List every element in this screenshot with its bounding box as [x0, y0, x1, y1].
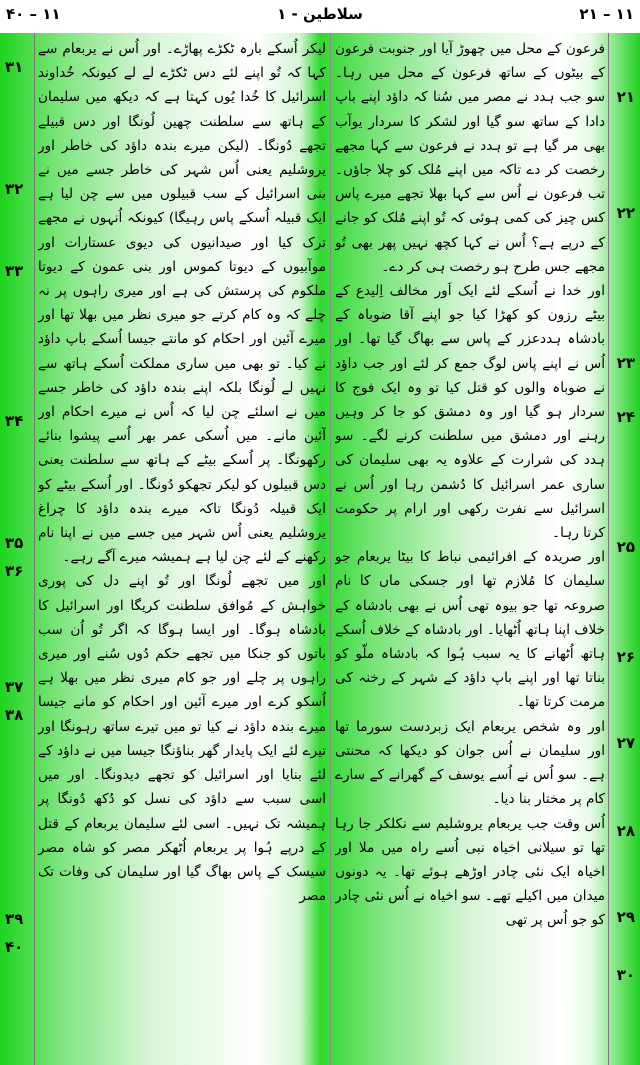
verse-number: ۳۵	[5, 534, 24, 552]
column-divider	[330, 33, 331, 1065]
left-text-column	[38, 37, 326, 1063]
right-margin-line	[608, 33, 609, 1065]
verse-number: ۳۲	[5, 180, 24, 198]
header-verse-range-right: ۲۱ – ۱۱	[579, 5, 634, 23]
verse-number: ۳۳	[5, 262, 24, 280]
verse-number: ۲۳	[616, 354, 635, 372]
paragraph: اور صریدہ کے افرائیمی نباط کا بیٹا یربعام جو سلیمان کا مُلازم تھا اور جسکی ماں کا نام صروعہ تھا جو بیوہ تھی اُس نے بھی بادشاہ کے خلاف اپنا ہاتھ اُٹھایا۔ اور بادشاہ کے خلاف اُسکے ہاتھ اُٹھانے کا یہ سبب ہُوا کہ بادشاہ ملّو کو بناتا تھا اور اپنے باپ داؤد کے شہر کے رخنہ کی مرمت کرتا تھا۔	[335, 549, 605, 711]
verse-number: ۲۸	[616, 822, 635, 840]
paragraph: اُس وقت جب یربعام یروشلیم سے نکلکر جا رہا تھا تو سیلانی اخیاہ نبی اُسے راہ میں ملا اور اخیاہ ایک نئی چادر اوڑھے ہوئے تھا۔ یہ دونوں میدان میں اکیلے تھے۔ سو اخیاہ نے اُس نئی چادر کو جو اُس پر تھی	[335, 815, 605, 929]
page-header	[0, 0, 640, 34]
verse-number: ۳۱	[5, 58, 24, 76]
verse-number: ۲۷	[616, 734, 635, 752]
left-margin-line	[34, 33, 35, 1065]
paragraph: اور خدا نے اُسکے لئے ایک اَور مخالف اِلیدع کے بیٹے رزون کو کھڑا کیا جو اپنے آقا ضوباہ کے بادشاہ ہددعزر کے پاس سے بھاگ گیا تھا۔ اور اُس نے اپنے پاس لوگ جمع کر لئے اور جب داؤد نے ضوباہ والوں کو قتل کیا تو وہ ایک فوج کا سردار ہو گیا اور وہ دمشق کو جا کر وہیں رہنے اور دمشق میں سلطنت کرنے لگے۔ سو ہدد کی شرارت کے علاوہ یہ بھی سلیمان کی ساری عمر اسرائیل کا دُشمن رہا اور اُس نے اسرائیل سے نفرت رکھی اور ارام پر حکومت کرتا رہا۔	[335, 283, 605, 542]
verse-number: ۲۱	[616, 88, 635, 106]
verse-number: ۲۶	[616, 648, 635, 666]
header-verse-range-left: ۴۰ – ۱۱	[6, 5, 61, 23]
page-title: ۱ - سلاطین	[277, 5, 363, 23]
verse-number: ۲۵	[616, 538, 635, 556]
paragraph: فرعون کے محل میں چھوڑ آیا اور جنوبت فرعون کے بیٹوں کے ساتھ فرعون کے محل میں رہا۔ سو جب ہدد نے مصر میں سُنا کہ داؤد اپنے باپ دادا کے ساتھ سو گیا اور لشکر کا سردار یوآب بھی مر گیا ہے تو ہدد نے فرعون سے کہا مجھے رخصت کر دے تاکہ میں اپنے مُلک کو چلا جاؤں۔ تب فرعون نے اُس سے کہا بھلا تجھے میرے پاس کس چیز کی کمی ہوئی کہ تُو اپنے مُلک کو جانے کے درپے ہے؟ اُس نے کہا کچھ نہیں پھر بھی تُو مجھے جس طرح ہو رخصت ہی کر دے۔	[335, 41, 605, 275]
verse-number: ۳۸	[5, 706, 24, 724]
verse-number: ۳۶	[5, 562, 24, 580]
verse-number: ۲۲	[616, 204, 635, 222]
verse-number: ۲۹	[616, 908, 635, 926]
paragraph: اور میں تجھے لُونگا اور تُو اپنے دل کی پوری خواہش کے مُوافق سلطنت کریگا اور اسرائیل کا بادشاہ ہوگا۔ اور ایسا ہوگا کہ اگر تُو اُن سب باتوں کو جنکا میں تجھے حکم دُوں سُنے اور میری راہوں پر چلے اور جو کام میری نظر میں بھلا ہے اُسکو کرے اور میرے آئین اور احکام کو مانے جیسا میرے بندہ داؤد نے کیا تو میں تیرے ساتھ رہونگا اور تیرے لئے ایک پایدار گھر بناؤنگا جیسا میں نے داؤد کے لئے بنایا اور اسرائیل کو تجھے دیدونگا۔ اور میں اسی سبب سے داؤد کی نسل کو دُکھ دُونگا پر ہمیشہ تک نہیں۔ اسی لئے سلیمان یربعام کے قتل کے درپے ہُوا پر یربعام اُٹھکر مصر کو شاہ مصر سیسک کے پاس بھاگ گیا اور سلیمان کی وفات تک مصر	[38, 573, 326, 905]
verse-number: ۳۴	[5, 412, 24, 430]
verse-number: ۳۹	[5, 910, 24, 928]
paragraph: اور وہ شخص یربعام ایک زبردست سورما تھا اور سلیمان نے اُس جوان کو دیکھا کہ محنتی ہے۔ سو اُس نے اُسے یوسف کے گھرانے کے سارے کام پر مختار بنا دیا۔	[335, 718, 605, 808]
right-text-column	[335, 37, 605, 1063]
verse-number: ۳۷	[5, 678, 24, 696]
verse-number: ۳۰	[616, 966, 635, 984]
verse-number: ۲۴	[616, 408, 635, 426]
verse-number: ۴۰	[5, 938, 24, 956]
paragraph: لیکر اُسکے بارہ ٹکڑے پھاڑے۔ اور اُس نے یربعام سے کہا کہ تُو اپنے لئے دس ٹکڑے لے لے کیونکہ خُداوند اسرائیل کا خُدا یُوں کہتا ہے کہ دیکھ میں سلیمان کے ہاتھ سے سلطنت چھین لُونگا اور دس قبیلے تجھے دُونگا۔ (لیکن میرے بندہ داؤد کی خاطر اور یروشلیم یعنی اُس شہر کی خاطر جسے میں نے بنی اسرائیل کے سب قبیلوں میں سے چن لیا ہے ایک قبیلہ اُسکے پاس رہیگا) کیونکہ اُنہوں نے مجھے ترک کیا اور صیدانیوں کی دیوی عستارات اور موآبیوں کے دیوتا کموس اور بنی عمون کے دیوتا ملکوم کی پرستش کی ہے اور میری راہوں پر نہ چلے کہ وہ کام کرتے جو میری نظر میں بھلا تھا اور میرے آئین اور احکام کو مانتے جیسا اُسکے باپ داؤد نے کیا۔ تو بھی میں ساری مملکت اُسکے ہاتھ سے نہیں لے لُونگا بلکہ اپنے بندہ داؤد کی خاطر جسے میں نے اسلئے چن لیا کہ اُس نے میرے احکام اور آئین مانے۔ میں اُسکی عمر بھر اُسے پیشوا بنائے رکھونگا۔ پر اُسکے بیٹے کے ہاتھ سے سلطنت یعنی دس قبیلوں کو لیکر تجھکو دُونگا۔ اور اُسکے بیٹے کو ایک قبیلہ دُونگا تاکہ میرے بندہ داؤد کا چراغ یروشلیم یعنی اُس شہر میں جسے میں نے اپنا نام رکھنے کے لئے چن لیا ہے ہمیشہ میرے آگے رہے۔	[38, 41, 326, 566]
